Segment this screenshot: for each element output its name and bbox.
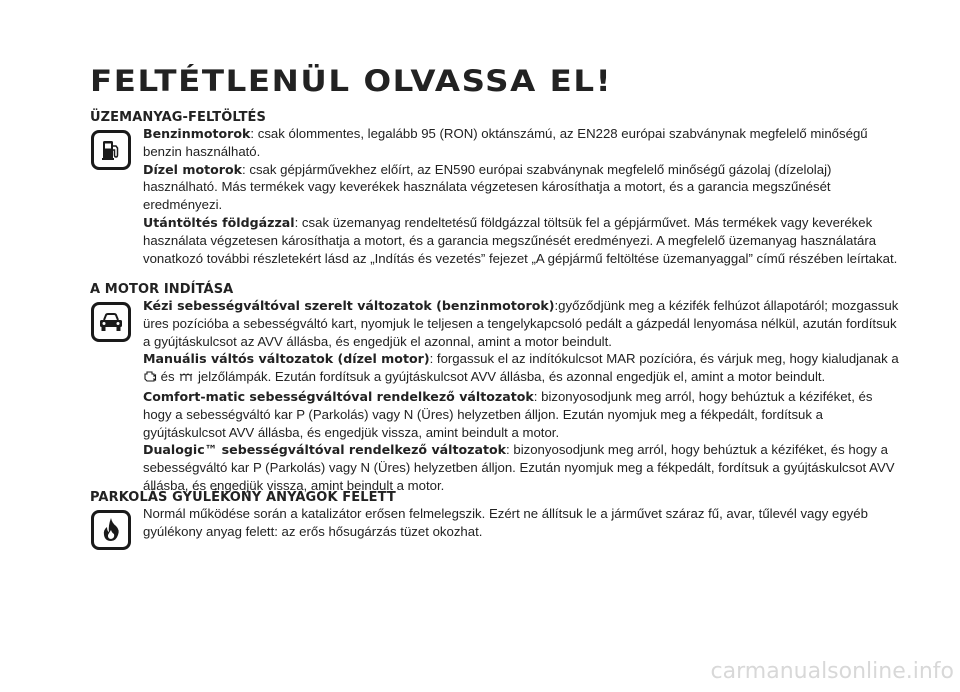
fuel-text [143, 125, 903, 267]
text-petrol: : csak ólommentes, legalább 95 (RON) oktánszámú, az EN228 európai szabványnak megfelelő minőségű benzin használható. [143, 126, 868, 159]
watermark: carmanualsonline.info [710, 659, 954, 684]
section-heading-fuel: ÜZEMANYAG-FELTÖLTÉS [90, 110, 266, 125]
paragraph-dualogic [143, 441, 903, 494]
text-and: és [160, 369, 175, 385]
label-comfort-matic: Comfort-matic sebességváltóval rendelkező változatok [143, 388, 534, 404]
label-dualogic: Dualogic™ sebességváltóval rendelkező változatok [143, 442, 507, 458]
label-diesel: Dízel motorok [143, 161, 243, 177]
section-heading-engine-start: A MOTOR INDÍTÁSA [90, 282, 234, 297]
paragraph-parking: Normál működése során a katalizátor erősen felmelegszik. Ezért ne állítsuk le a járművet száraz fű, avar, tűlevél vagy egyéb gyúlékony anyag felett: az erős hősugárzás tüzet okozhat. [143, 506, 868, 539]
label-cng: Utántöltés földgázzal [143, 214, 295, 230]
parking-text [143, 505, 903, 541]
text-cng: : csak üzemanyag rendeltetésű földgázzal töltsük fel a gépjárművet. Más termékek vagy keverékek használata végzetesen károsíthatja a motort, és a garancia megszűnését eredményezi. A megfelelő üzemanyag használatára vonatkozó további részletekért lásd az „Indítás és vezetés” fejezet „A gépjármű feltöltése üzemanyaggal” című részében leírtakat. [143, 214, 898, 266]
paragraph-petrol [143, 125, 903, 161]
text-comfort-matic: : bizonyosodjunk meg arról, hogy behúztuk a kéziféket, és hogy a sebességváltó kar P (Parkolás) vagy N (Üres) helyzetben álljon. Ezután nyomjuk meg a fékpedált, fordítsuk a gyújtáskulcsot AVV állásba, és engedjük vissza, amint beindult a motor. [143, 388, 873, 440]
text-dualogic: : bizonyosodjunk meg arról, hogy behúztuk a kéziféket, és hogy a sebességváltó kar P (Parkolás) vagy N (Üres) helyzetben álljon. Ezután nyomjuk meg a fékpedált, fordítsuk a gyújtáskulcsot AVV állásba, és engedjük vissza, amint beindult a motor. [143, 442, 895, 493]
paragraph-comfort-matic [143, 388, 903, 441]
paragraph-diesel [143, 161, 903, 214]
label-manual-diesel: Manuális váltós változatok (dízel motor) [143, 351, 430, 367]
section-engine-start [90, 282, 899, 493]
section-fuel [90, 110, 898, 266]
label-manual-petrol: Kézi sebességváltóval szerelt változatok (benzinmotorok) [143, 298, 555, 313]
text-manual-diesel-cont: jelzőlámpák. Ezután fordítsuk a gyújtáskulcsot AVV állásba, és azonnal engedjük el, amint a motor beindult. [197, 369, 826, 385]
engine-start-text [143, 297, 903, 495]
flame-icon [91, 510, 131, 550]
section-parking [90, 490, 890, 539]
text-manual-petrol: :győződjünk meg a kézifék felhúzot állapotáról; mozgassuk üres pozícióba a sebességváltó kart, nyomjuk le teljesen a tengelykapcsoló pedált a gázpedál lenyomása nélkül, azután fordítsuk a gyújtáskulcsot az AVV állásba, és engedjük el azonnal, amint a motor beindult. [143, 298, 899, 349]
engine-warning-icon [143, 370, 157, 388]
text-manual-diesel: : forgassuk el az indítókulcsot MAR pozícióra, és várjuk meg, hogy kialudjanak a [429, 351, 899, 367]
label-petrol: Benzinmotorok [143, 126, 251, 141]
page-title: FELTÉTLENÜL OLVASSA EL! [90, 64, 613, 98]
fuel-pump-icon [91, 130, 131, 170]
section-heading-parking: PARKOLÁS GYÚLÉKONY ANYAGOK FELETT [90, 490, 396, 505]
paragraph-manual-diesel [143, 350, 903, 388]
car-icon [91, 302, 131, 342]
glow-plug-icon [178, 370, 194, 388]
text-diesel: : csak gépjárművekhez előírt, az EN590 európai szabványnak megfelelő minőségű gázolaj (dízelolaj) használható. Más termékek vagy keverékek használata végzetesen károsíthatja a motort, és a garancia megszűnését eredményezi. [143, 161, 832, 213]
paragraph-cng [143, 214, 903, 267]
paragraph-manual-petrol [143, 297, 903, 350]
